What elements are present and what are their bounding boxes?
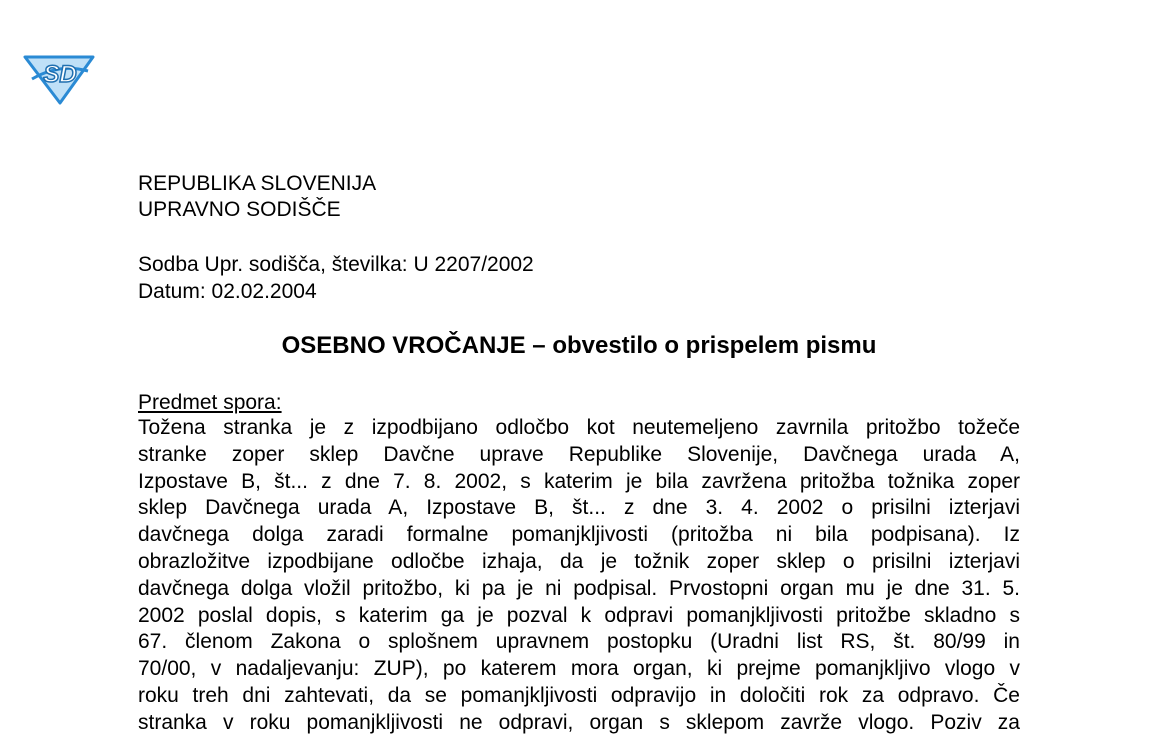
court-header xyxy=(138,171,376,223)
logo-monogram: SD xyxy=(43,61,77,88)
body-line: obrazložitve izpodbijane odločbe izhaja, da je tožnik zoper sklep o prisilni izterjavi xyxy=(138,549,1020,573)
court-name: UPRAVNO SODIŠČE xyxy=(138,198,341,221)
body-line: stranke zoper sklep Davčne uprave Republike Slovenije, Davčnega urada A, xyxy=(138,442,1020,466)
court-country: REPUBLIKA SLOVENIJA xyxy=(138,172,377,195)
body-line: Tožena stranka je z izpodbijano odločbo kot neutemeljeno zavrnila pritožbo tožeče xyxy=(138,416,1020,439)
body-line: sklep Davčnega urada A, Izpostave B, št... z dne 3. 4. 2002 o prisilni izterjavi xyxy=(138,496,1020,520)
case-date: Datum: 02.02.2004 xyxy=(138,280,317,303)
body-line: 2002 poslal dopis, s katerim ga je pozval k odpravi pomanjkljivosti pritožbe skladno s xyxy=(138,603,1020,627)
body-line: 70/00, v nadaljevanju: ZUP), po katerem mora organ, ki prejme pomanjkljivo vlogo v xyxy=(138,657,1020,681)
body-line: stranka v roku pomanjkljivosti ne odpravi, organ s sklepom zavrže vlogo. Poziv za xyxy=(138,710,1020,734)
body-line: davčnega dolga vložil pritožbo, ki pa je ni podpisal. Prvostopni organ mu je dne 31. 5. xyxy=(138,576,1020,600)
case-metadata xyxy=(138,251,534,305)
court-logo xyxy=(22,49,96,105)
body-line: 67. členom Zakona o splošnem upravnem postopku (Uradni list RS, št. 80/99 in xyxy=(138,630,1020,654)
body-line: roku treh dni zahtevati, da se pomanjkljivosti odpravijo in določiti rok za odpravo. Če xyxy=(138,683,1020,707)
body-line: davčnega dolga zaradi formalne pomanjkljivosti (pritožba ni bila podpisana). Iz xyxy=(138,523,1020,547)
case-number: Sodba Upr. sodišča, številka: U 2207/2002 xyxy=(138,253,534,276)
document-body xyxy=(138,415,1020,737)
body-line: Izpostave B, št... z dne 7. 8. 2002, s katerim je bila zavržena pritožba tožnika zoper xyxy=(138,469,1020,493)
subject-label: Predmet spora: xyxy=(138,391,282,414)
document-title: OSEBNO VROČANJE – obvestilo o prispelem pismu xyxy=(281,332,877,359)
